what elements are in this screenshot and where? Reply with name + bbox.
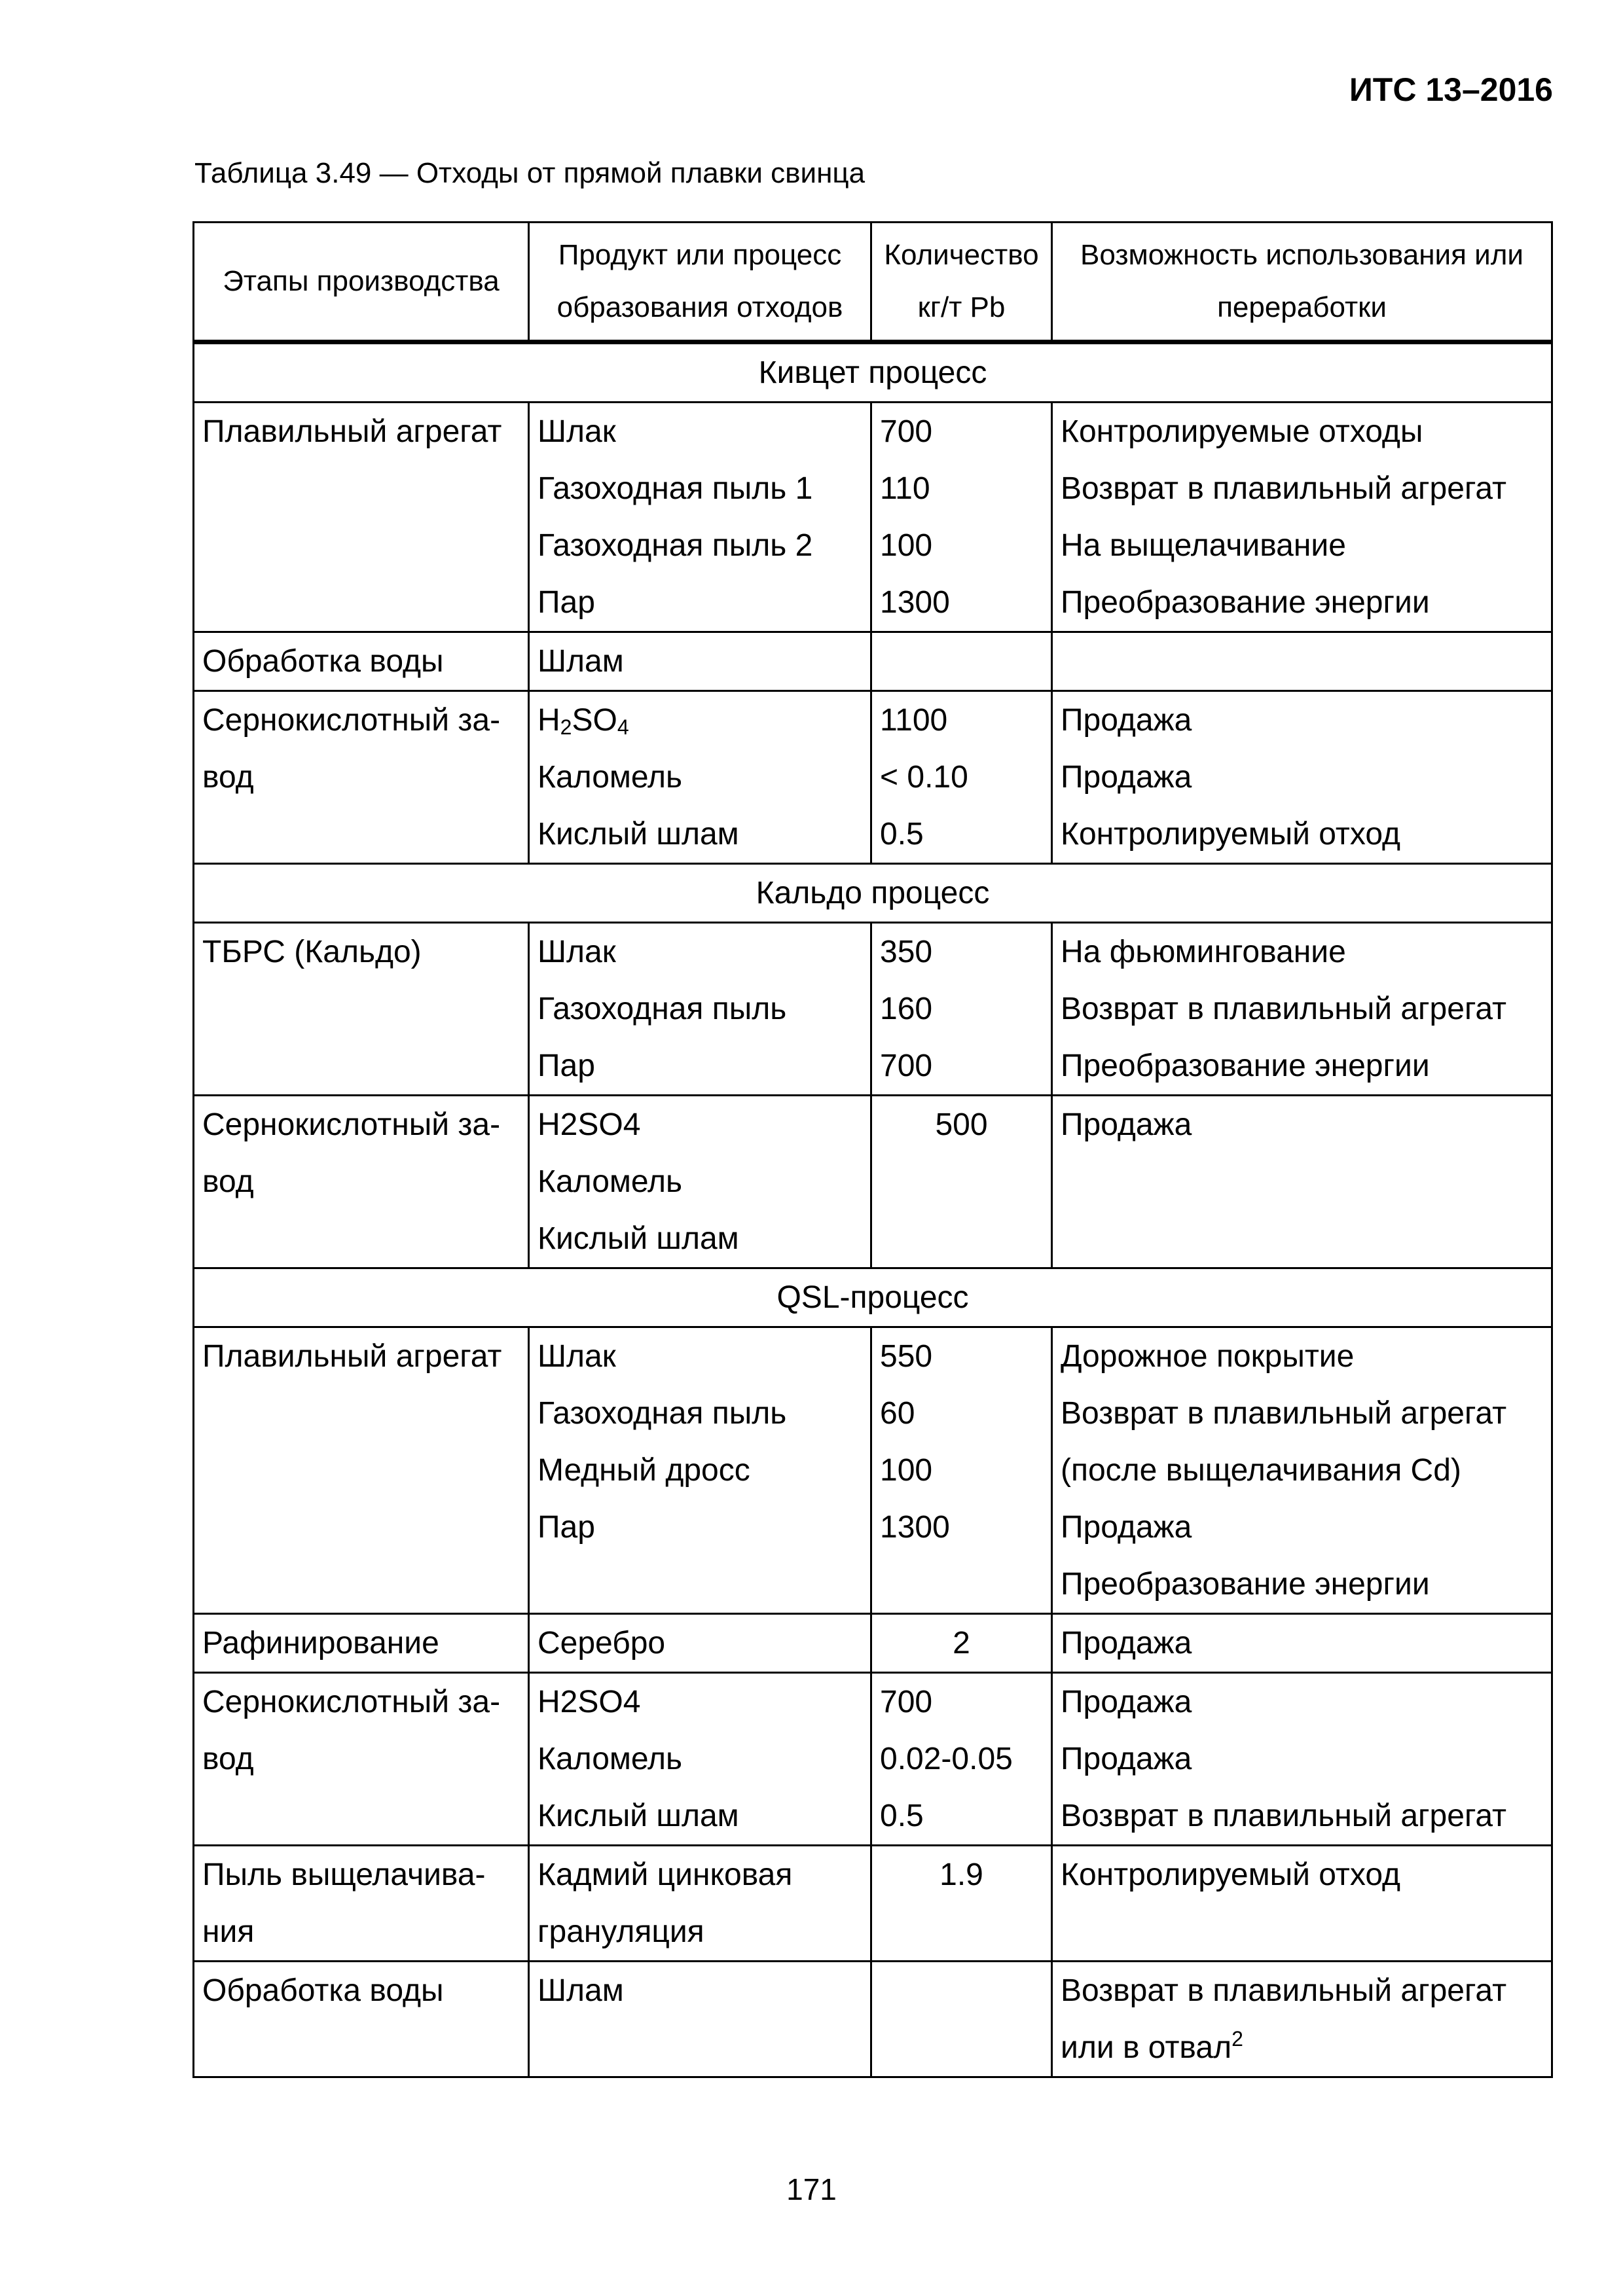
use-cell [1052,1673,1552,1846]
use-line: Дорожное покрытие [1061,1339,1355,1374]
product-line: Каломель [538,1742,683,1776]
use-line: На выщелачивание [1061,528,1346,563]
use-word: плавильный [1213,1396,1393,1431]
qty-cell [871,923,1052,1096]
table-row [194,1673,1552,1846]
stage-cell [194,1096,529,1268]
header-stage: Этапы производства [194,223,529,342]
use-line: Контролируемый отход [1061,817,1400,852]
use-cell [1052,1962,1552,2077]
qty-line: 700 [880,1049,933,1083]
product-cell [529,1673,871,1846]
use-cell: Контролируемый отход [1052,1846,1552,1962]
table-caption: Таблица 3.49 — Отходы от прямой плавки свинца [194,157,866,189]
use-text: или в отвал [1061,2030,1232,2065]
qty-cell: 500 [871,1096,1052,1268]
qty-line: 700 [880,414,933,449]
use-line: На фьюмингование [1061,935,1346,969]
product-line: Шлак [538,1339,616,1374]
section-kaldo [194,864,1552,923]
waste-table [192,221,1553,2078]
use-line: Возврат в плавильный агрегат [1061,471,1507,506]
table-row [194,691,1552,864]
qty-cell [871,691,1052,864]
product-cell: Шлам [529,632,871,691]
table-row [194,1096,1552,1268]
table-row [194,1846,1552,1962]
qty-line: 60 [880,1396,915,1431]
use-word: агрегат [1400,1396,1507,1431]
section-title: QSL-процесс [194,1268,1552,1327]
stage-cell: ТБРС (Кальдо) [194,923,529,1096]
stage-cell: Обработка воды [194,1962,529,2077]
stage-line: ния [202,1914,255,1949]
use-line [1061,2019,1543,2076]
product-line: грануляция [538,1914,704,1949]
product-line: Каломель [538,1164,683,1199]
product-cell: Шлам [529,1962,871,2077]
formula-part: H [538,703,560,738]
qty-line: 700 [880,1685,933,1719]
qty-line: 1300 [880,585,950,620]
use-word: Возврат [1061,1973,1178,2008]
table-row [194,632,1552,691]
use-line-justified [1061,1962,1543,2019]
use-cell [1052,632,1552,691]
use-word: агрегат [1400,1973,1507,2008]
qty-line: 110 [880,471,930,506]
stage-line: Сернокислотный за- [202,1685,501,1719]
stage-cell [194,1673,529,1846]
section-title: Кивцет процесс [194,342,1552,403]
stage-line: Сернокислотный за- [202,1107,501,1142]
stage-cell: Обработка воды [194,632,529,691]
stage-line: Сернокислотный за- [202,703,501,738]
stage-word: Пыль [202,1857,283,1892]
qty-cell [871,632,1052,691]
product-line: H2SO4 [538,1685,641,1719]
use-line: Возврат в плавильный агрегат [1061,992,1507,1026]
product-line: Пар [538,1510,595,1545]
use-cell [1052,1327,1552,1614]
product-line-justified [538,1846,862,1903]
footnote-ref: 2 [1231,2027,1243,2051]
page-number: 171 [786,2172,837,2206]
product-cell [529,691,871,864]
use-line: Продажа [1061,1510,1192,1545]
product-cell: Серебро [529,1614,871,1673]
table-row [194,1614,1552,1673]
product-line: Каломель [538,760,683,795]
product-line: Кислый шлам [538,1221,739,1256]
use-word: в [1187,1396,1204,1431]
qty-line: 0.5 [880,817,924,852]
use-cell [1052,691,1552,864]
stage-line: вод [202,1164,254,1199]
product-line: Газоходная пыль 2 [538,528,813,563]
formula-subscript: 2 [560,715,572,739]
use-line: Контролируемые отходы [1061,414,1423,449]
stage-cell [194,1846,529,1962]
header-use: Возможность использования или переработки [1052,223,1552,342]
product-cell [529,403,871,632]
use-line: (после выщелачивания Cd) [1061,1453,1461,1488]
use-line: Преобразование энергии [1061,585,1430,620]
use-line: Преобразование энергии [1061,1567,1430,1602]
stage-cell: Плавильный агрегат [194,1327,529,1614]
stage-cell [194,691,529,864]
qty-line: 350 [880,935,933,969]
use-cell: Продажа [1052,1096,1552,1268]
table-row [194,1962,1552,2077]
qty-cell [871,1962,1052,2077]
product-line-formula [538,692,862,749]
formula-subscript: 4 [617,715,629,739]
product-line: Шлак [538,414,616,449]
qty-line: 100 [880,528,933,563]
product-line: Кислый шлам [538,817,739,852]
use-word: Возврат [1061,1396,1178,1431]
stage-line-justified [202,1846,520,1903]
use-cell [1052,403,1552,632]
product-line: Шлак [538,935,616,969]
qty-cell [871,1327,1052,1614]
product-line: Газоходная пыль [538,992,787,1026]
document-code: ИТС 13–2016 [1349,71,1553,108]
table-row [194,923,1552,1096]
use-line-justified [1061,1385,1543,1442]
product-cell [529,1846,871,1962]
use-word: в [1187,1973,1204,2008]
qty-line: 0.5 [880,1799,924,1833]
qty-cell [871,1673,1052,1846]
qty-line: 1100 [880,703,948,738]
product-cell [529,1096,871,1268]
product-line: Газоходная пыль [538,1396,787,1431]
section-kivcet [194,342,1552,403]
section-qsl [194,1268,1552,1327]
qty-line: < 0.10 [880,760,968,795]
section-title: Кальдо процесс [194,864,1552,923]
product-line: H2SO4 [538,1107,641,1142]
use-cell [1052,923,1552,1096]
product-line: Пар [538,1049,595,1083]
stage-cell: Плавильный агрегат [194,403,529,632]
stage-line: вод [202,1742,254,1776]
use-line: Продажа [1061,1742,1192,1776]
product-line: Газоходная пыль 1 [538,471,813,506]
product-word: Кадмий [538,1857,649,1892]
product-line: Медный дросс [538,1453,750,1488]
use-line: Преобразование энергии [1061,1049,1430,1083]
qty-cell: 2 [871,1614,1052,1673]
product-line: Кислый шлам [538,1799,739,1833]
use-line: Возврат в плавильный агрегат [1061,1799,1507,1833]
use-line: Продажа [1061,760,1192,795]
product-cell [529,1327,871,1614]
product-word: цинковая [657,1857,793,1892]
formula-part: SO [572,703,617,738]
header-product: Продукт или процесс образования отходов [529,223,871,342]
product-cell [529,923,871,1096]
qty-line: 100 [880,1453,933,1488]
header-qty: Количество кг/т Pb [871,223,1052,342]
stage-word: выщелачива- [291,1857,486,1892]
table-row [194,1327,1552,1614]
qty-cell: 1.9 [871,1846,1052,1962]
qty-line: 0.02-0.05 [880,1742,1013,1776]
use-cell: Продажа [1052,1614,1552,1673]
stage-cell: Рафинирование [194,1614,529,1673]
qty-line: 1300 [880,1510,950,1545]
qty-line: 550 [880,1339,933,1374]
use-line: Продажа [1061,1685,1192,1719]
table-row [194,403,1552,632]
table-header-row [194,223,1552,342]
use-line: Продажа [1061,703,1192,738]
stage-line: вод [202,760,254,795]
product-line: Пар [538,585,595,620]
use-word: плавильный [1213,1973,1393,2008]
qty-cell [871,403,1052,632]
qty-line: 160 [880,992,933,1026]
